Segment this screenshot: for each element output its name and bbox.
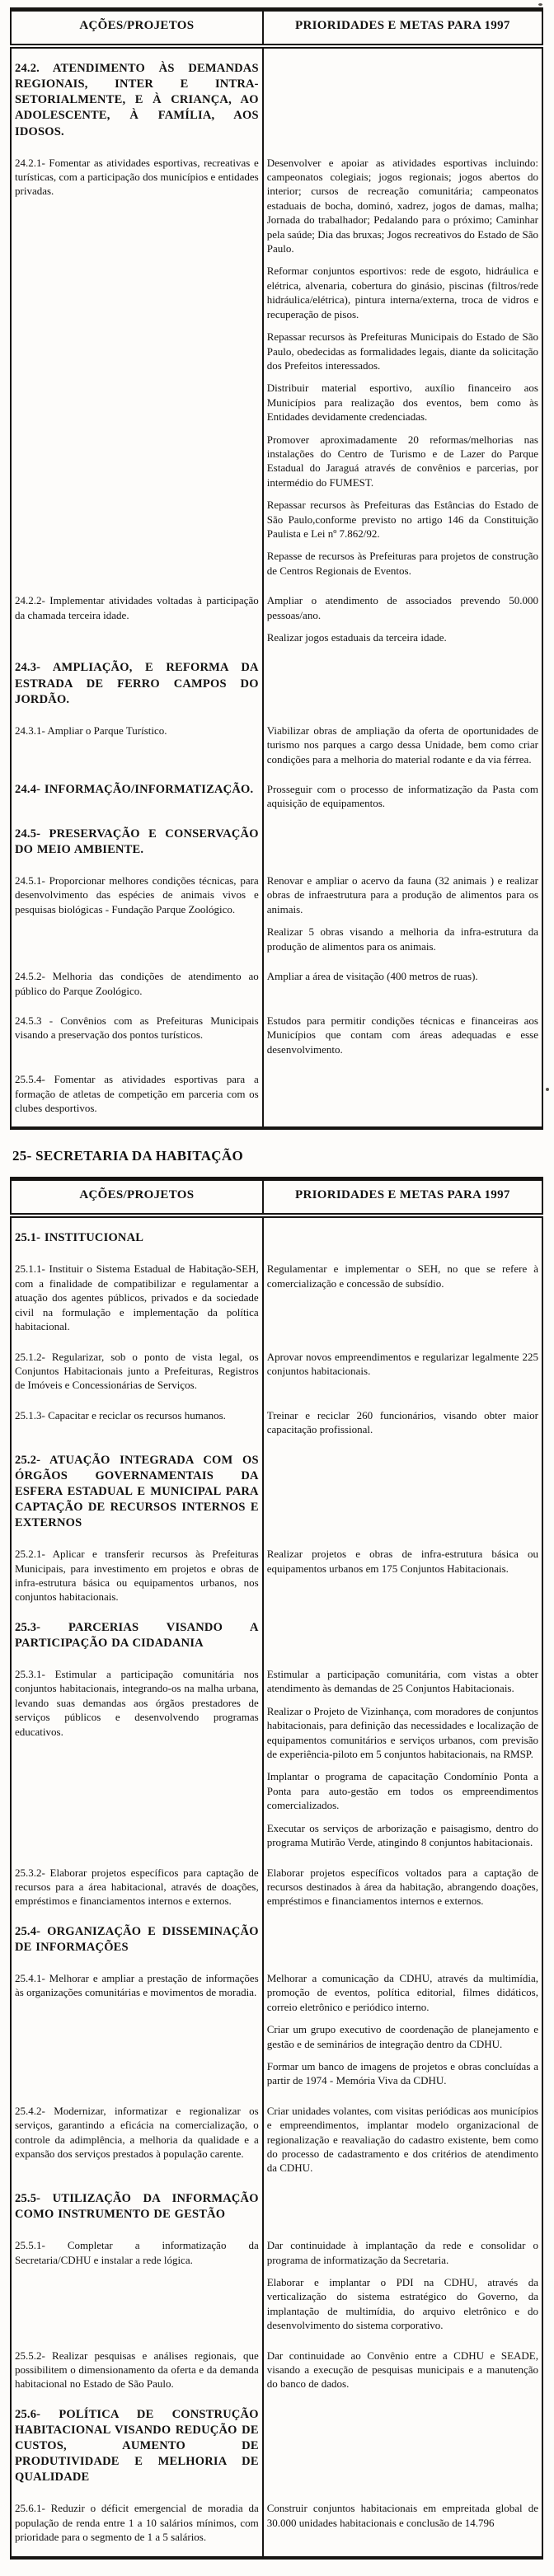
table-row-item [11, 1959, 542, 2091]
priorities-cell [263, 2489, 542, 2557]
table-row-section-heading [11, 1608, 542, 1655]
table-row-item [11, 143, 542, 582]
priority-paragraph: Implantar o programa de capacitação Condomínio Ponta a Ponta para auto-gestão em todos os empreendimentos comercializados. [266, 1770, 538, 1812]
table-acoes-projetos-24 [10, 7, 543, 1130]
table-row-item [11, 711, 542, 770]
actions-cell [11, 2336, 263, 2395]
actions-cell [11, 770, 263, 814]
action-paragraph: 25.1.3- Capacitar e reciclar os recursos humanos. [15, 1408, 226, 1421]
priority-paragraph: Realizar jogos estaduais da terceira idade. [266, 631, 447, 644]
priority-paragraph: Viabilizar obras de ampliação da oferta de oportunidades de turismo nos parques a cargo dessa Unidade, bem como criar condições para a melhoria do material rodante e da via férrea. [266, 724, 538, 766]
table-row-item [11, 2091, 542, 2179]
table-header-row [11, 10, 542, 47]
table-row-section-heading [11, 648, 542, 710]
priority-paragraph: Ampliar a área de visitação (400 metros de ruas). [266, 970, 478, 983]
table-row-item [11, 957, 542, 1001]
table-header-row [11, 1179, 542, 1216]
priorities-cell [263, 711, 542, 770]
priorities-cell [263, 648, 542, 710]
priority-paragraph: Dar continuidade ao Convênio entre a CDHU e SEADE, visando a execução de pesquisas municipais e a manutenção do banco de dados. [266, 2349, 538, 2391]
priorities-cell [263, 1608, 542, 1655]
column-header-acoes-projetos: AÇÕES/PROJETOS [11, 1179, 263, 1216]
actions-cell [11, 2489, 263, 2557]
priority-paragraph: Criar um grupo executivo de coordenação de planejamento e gestão e de seminários de integração dentro da CDHU. [266, 2023, 538, 2050]
action-paragraph: 24.5.3 - Convênios com as Prefeituras Municipais visando a preservação dos pontos turísticos. [15, 1014, 259, 1042]
table-row-item [11, 1853, 542, 1912]
actions-cell [11, 2226, 263, 2335]
priority-paragraph: Distribuir material esportivo, auxílio financeiro aos Municípios para realização dos eventos, bem como às Entidades devidamente credenciadas. [266, 382, 538, 424]
table-row-item [11, 581, 542, 648]
actions-cell [11, 814, 263, 861]
priority-paragraph: Reformar conjuntos esportivos: rede de esgoto, hidráulica e elétrica, alvenaria, cobertura do ginásio, piscinas (filtros/rede hidráulica/elétrica), pintura interna/externa, troca de vidros e recuperação de pisos. [266, 265, 538, 321]
action-paragraph: 24.5.1- Proporcionar melhores condições técnicas, para desenvolvimento das espécies de animais vivos e pesquisas biológicas - Fundação Parque Zoológico. [15, 874, 259, 916]
priorities-cell [263, 814, 542, 861]
actions-cell [11, 957, 263, 1001]
priority-paragraph: Elaborar e implantar o PDI na CDHU, através da verticalização do sistema estratégico do Governo, da implantação de multimídia, do arquivo eletrônico e do desenvolvimento do sistema corporativo. [266, 2275, 538, 2332]
action-paragraph: 24.4- INFORMAÇÃO/INFORMATIZAÇÃO. [15, 783, 254, 796]
priority-paragraph: Prosseguir com o processo de informatização da Pasta com aquisição de equipamentos. [266, 783, 538, 810]
priorities-cell [263, 1337, 542, 1396]
column-header-prioridades-metas: PRIORIDADES E METAS PARA 1997 [263, 1179, 542, 1216]
priority-paragraph: Realizar projetos e obras de infra-estrutura básica ou equipamentos urbanos em 175 Conjuntos Habitacionais. [266, 1548, 538, 1575]
priority-paragraph: Realizar 5 obras visando a melhoria da infra-estrutura da produção de alimentos para os animais. [266, 925, 538, 953]
actions-cell [11, 2091, 263, 2179]
priority-paragraph: Promover aproximadamente 20 reformas/melhorias nas instalações do Centro de Turismo e de Lazer do Parque Estadual do Jaraguá através de convênios e parcerias, por intermédio do FUMEST. [266, 433, 538, 489]
action-paragraph: 24.2.1- Fomentar as atividades esportivas, recreativas e turísticas, com a participação dos municípios e entidades privadas. [15, 156, 259, 198]
priority-paragraph: Repasse de recursos às Prefeituras para projetos de construção de Centros Regionais de Eventos. [266, 550, 538, 577]
table-row-item [11, 1249, 542, 1337]
action-paragraph: 25.6.1- Reduzir o déficit emergencial de moradia da população de renda entre 1 a 10 salários mínimos, com prioridade para o segmento de 1 a 5 salários. [15, 2502, 259, 2544]
table-row-item [11, 1001, 542, 1060]
action-paragraph: 24.3- AMPLIAÇÃO, E REFORMA DA ESTRADA DE FERRO CAMPOS DO JORDÃO. [15, 661, 259, 706]
priorities-cell [263, 143, 542, 582]
scan-noise-speck [546, 1088, 549, 1091]
actions-cell [11, 1249, 263, 1337]
actions-cell [11, 1215, 263, 1249]
actions-cell [11, 1608, 263, 1655]
priority-paragraph: Ampliar o atendimento de associados prevendo 50.000 pessoas/ano. [266, 594, 538, 621]
table-row-item [11, 1060, 542, 1128]
priorities-cell [263, 1396, 542, 1440]
action-paragraph: 25.5.1- Completar a informatização da Secretaria/CDHU e instalar a rede lógica. [15, 2239, 259, 2266]
table-row-item [11, 1396, 542, 1440]
table-row-item [11, 2336, 542, 2395]
action-paragraph: 25.1.2- Regularizar, sob o ponto de vista legal, os Conjuntos Habitacionais junto a Prefeituras, Registros de Imóveis e Concessionárias de Serviços. [15, 1350, 259, 1392]
actions-cell [11, 2395, 263, 2489]
priorities-cell [263, 1912, 542, 1959]
action-paragraph: 25.3.2- Elaborar projetos específicos para captação de recursos para a área habitacional, através de doações, empréstimos e financiamentos internos e externos. [15, 1866, 259, 1908]
actions-cell [11, 2179, 263, 2226]
action-paragraph: 25.4- ORGANIZAÇÃO E DISSEMINAÇÃO DE INFORMAÇÕES [15, 1924, 259, 1954]
action-paragraph: 25.6- POLÍTICA DE CONSTRUÇÃO HABITACIONAL VISANDO REDUÇÃO DE CUSTOS, AUMENTO DE PRODUTIVIDADE E MELHORIA DE QUALIDADE [15, 2407, 259, 2485]
action-paragraph: 25.2.1- Aplicar e transferir recursos às Prefeituras Municipais, para investimento em projetos e obras de infra-estrutura básica ou equipamentos urbanos, nos conjuntos habitacionais. [15, 1548, 259, 1604]
priorities-cell [263, 2336, 542, 2395]
column-header-prioridades-metas: PRIORIDADES E METAS PARA 1997 [263, 10, 542, 47]
priorities-cell [263, 1060, 542, 1128]
actions-cell [11, 711, 263, 770]
priorities-cell [263, 2091, 542, 2179]
priority-paragraph: Repassar recursos às Prefeituras Municipais do Estado de São Paulo, obedecidas as formalidades legais, diante da solicitação dos Prefeitos interessados. [266, 330, 538, 372]
priorities-cell [263, 1534, 542, 1608]
action-paragraph: 25.4.2- Modernizar, informatizar e regionalizar os serviços, garantindo a eficácia na comercialização, o controle da adimplência, a melhoria da qualidade e a expansão dos serviços prestados à população carente. [15, 2104, 259, 2161]
table-row-item [11, 2489, 542, 2557]
priority-paragraph: Regulamentar e implementar o SEH, no que se refere à comercialização e concessão de subsídio. [266, 1262, 538, 1290]
actions-cell [11, 1853, 263, 1912]
priorities-cell [263, 1853, 542, 1912]
priorities-cell [263, 861, 542, 957]
priority-paragraph: Criar unidades volantes, com visitas periódicas aos municípios e empreendimentos, implantar modelo organizacional de regionalização e reavaliação do cadastro existente, bem como do processo de cadastramento e dos critérios de atendimento da CDHU. [266, 2104, 538, 2175]
priorities-cell [263, 2179, 542, 2226]
actions-cell [11, 861, 263, 957]
priority-paragraph: Aprovar novos empreendimentos e regularizar legalmente 225 conjuntos habitacionais. [266, 1350, 538, 1377]
table-row-item [11, 2226, 542, 2335]
priority-paragraph: Elaborar projetos específicos voltados para a captação de recursos destinados à área da habitação, abrangendo doações, empréstimos e financiamentos internos e externos. [266, 1866, 538, 1908]
table-row-section-heading [11, 46, 542, 143]
priorities-cell [263, 581, 542, 648]
action-paragraph: 24.3.1- Ampliar o Parque Turístico. [15, 724, 167, 737]
action-paragraph: 25.1.1- Instituir o Sistema Estadual de Habitação-SEH, com a finalidade de compatibilizar e regulamentar a atuação dos agentes públicos, privados e da sociedade civil na formulação e implementação da política habitacional. [15, 1262, 259, 1333]
action-paragraph: 25.1- INSTITUCIONAL [15, 1231, 144, 1245]
action-paragraph: 25.4.1- Melhorar e ampliar a prestação de informações às organizações comunitárias e movimentos de moradia. [15, 1971, 259, 1999]
priority-paragraph: Realizar o Projeto de Vizinhança, com moradores de conjuntos habitacionais, para definição das necessidades e localização de equipamentos comunitários e serviços urbanos, com previsão de experiência-piloto em 5 conjuntos habitacionais, na RMSP. [266, 1704, 538, 1761]
action-paragraph: 25.2- ATUAÇÃO INTEGRADA COM OS ÓRGÃOS GOVERNAMENTAIS DA ESFERA ESTADUAL E MUNICIPAL PARA CAPTAÇÃO DE RECURSOS INTERNOS E EXTERNOS [15, 1453, 259, 1530]
table-acoes-projetos-25 [10, 1177, 543, 2559]
priority-paragraph: Repassar recursos às Prefeituras das Estâncias do Estado de São Paulo,conforme previsto no artigo 146 da Constituição Paulista e Lei nº 7.862/92. [266, 499, 538, 540]
table-body [11, 1215, 542, 2557]
action-paragraph: 25.3.1- Estimular a participação comunitária nos conjuntos habitacionais, integrando-os na malha urbana, levando suas demandas aos órgãos prestadores de serviços públicos e desenvolvendo programas educativos. [15, 1668, 259, 1738]
table-row-item [11, 1655, 542, 1852]
priority-paragraph: Estudos para permitir condições técnicas e financeiras aos Municípios que contam com áreas adequadas e esse desenvolvimento. [266, 1014, 538, 1056]
actions-cell [11, 46, 263, 143]
table-row-item [11, 861, 542, 957]
priorities-cell [263, 46, 542, 143]
priority-paragraph: Desenvolver e apoiar as atividades esportivas incluindo: campeonatos colegiais; jogos regionais; jogos abertos do interior; cursos de recreação comunitária; campeonatos estaduais de bocha, dominó, xadrez, jogos de damas, malha; Jornada do trabalhador; Pedalando para o próximo; Caminhar pela saúde; Dia das bruxas; Jogos recreativos do Estado de São Paulo. [266, 156, 538, 255]
table-row-heading-item [11, 770, 542, 814]
actions-cell [11, 1655, 263, 1852]
actions-cell [11, 1060, 263, 1128]
table-row-section-heading [11, 814, 542, 861]
actions-cell [11, 1337, 263, 1396]
actions-cell [11, 143, 263, 582]
action-paragraph: 25.3- PARCERIAS VISANDO A PARTICIPAÇÃO DA CIDADANIA [15, 1620, 259, 1650]
priority-paragraph: Melhorar a comunicação da CDHU, através da multimídia, promoção de eventos, política editorial, filmes didáticos, correio eletrônico e periódico interno. [266, 1971, 538, 2013]
action-paragraph: 24.5.2- Melhoria das condições de atendimento ao público do Parque Zoológico. [15, 970, 259, 997]
actions-cell [11, 1912, 263, 1959]
table-row-section-heading [11, 1912, 542, 1959]
table-body [11, 46, 542, 1128]
priority-paragraph: Estimular a participação comunitária, com vistas a obter atendimento às demandas de 25 Conjuntos Habitacionais. [266, 1668, 538, 1695]
table-row-section-heading [11, 1215, 542, 1249]
priorities-cell [263, 2226, 542, 2335]
actions-cell [11, 648, 263, 710]
column-header-acoes-projetos: AÇÕES/PROJETOS [11, 10, 263, 47]
priorities-cell [263, 957, 542, 1001]
actions-cell [11, 1001, 263, 1060]
action-paragraph: 24.2. ATENDIMENTO ÀS DEMANDAS REGIONAIS, INTER E INTRA-SETORIALMENTE, E À CRIANÇA, AO ADOLESCENTE, À FAMÍLIA, AOS IDOSOS. [15, 62, 259, 138]
actions-cell [11, 1396, 263, 1440]
priorities-cell [263, 2395, 542, 2489]
actions-cell [11, 1440, 263, 1535]
actions-cell [11, 581, 263, 648]
priorities-cell [263, 1249, 542, 1337]
priorities-cell [263, 1001, 542, 1060]
scan-noise-speck [538, 3, 542, 6]
priorities-cell [263, 1959, 542, 2091]
action-paragraph: 25.5.2- Realizar pesquisas e análises regionais, que possibilitem o dimensionamento da oferta e da demanda habitacional no Estado de São Paulo. [15, 2349, 259, 2391]
table-row-item [11, 1534, 542, 1608]
priority-paragraph: Renovar e ampliar o acervo da fauna (32 animais ) e realizar obras de infraestrutura para a produção de alimentos para os animais. [266, 874, 538, 916]
action-paragraph: 24.2.2- Implementar atividades voltadas à participação da chamada terceira idade. [15, 594, 259, 621]
table-row-section-heading [11, 2395, 542, 2489]
priorities-cell [263, 1215, 542, 1249]
action-paragraph: 25.5- UTILIZAÇÃO DA INFORMAÇÃO COMO INSTRUMENTO DE GESTÃO [15, 2191, 259, 2221]
priority-paragraph: Dar continuidade à implantação da rede e consolidar o programa de informatização da Secretaria. [266, 2239, 538, 2266]
priorities-cell [263, 1440, 542, 1535]
section-heading-secretaria-habitacao: 25- SECRETARIA DA HABITAÇÃO [12, 1148, 243, 1164]
table-row-item [11, 1337, 542, 1396]
table-row-section-heading [11, 1440, 542, 1535]
actions-cell [11, 1534, 263, 1608]
action-paragraph: 25.5.4- Fomentar as atividades esportivas para a formação de atletas de competição em parceria com os clubes desportivos. [15, 1073, 259, 1114]
priority-paragraph: Formar um banco de imagens de projetos e obras concluídas a partir de 1974 - Memória Viva da CDHU. [266, 2060, 538, 2087]
table-row-section-heading [11, 2179, 542, 2226]
priority-paragraph: Treinar e reciclar 260 funcionários, visando obter maior capacitação profissional. [266, 1408, 538, 1436]
priority-paragraph: Executar os serviços de arborização e paisagismo, dentro do programa Mutirão Verde, atingindo 8 conjuntos habitacionais. [266, 1821, 538, 1849]
priority-paragraph: Construir conjuntos habitacionais em empreitada global de 30.000 unidades habitacionais e conclusão de 14.796 [266, 2502, 538, 2529]
actions-cell [11, 1959, 263, 2091]
priorities-cell [263, 770, 542, 814]
action-paragraph: 24.5- PRESERVAÇÃO E CONSERVAÇÃO DO MEIO AMBIENTE. [15, 827, 259, 856]
priorities-cell [263, 1655, 542, 1852]
